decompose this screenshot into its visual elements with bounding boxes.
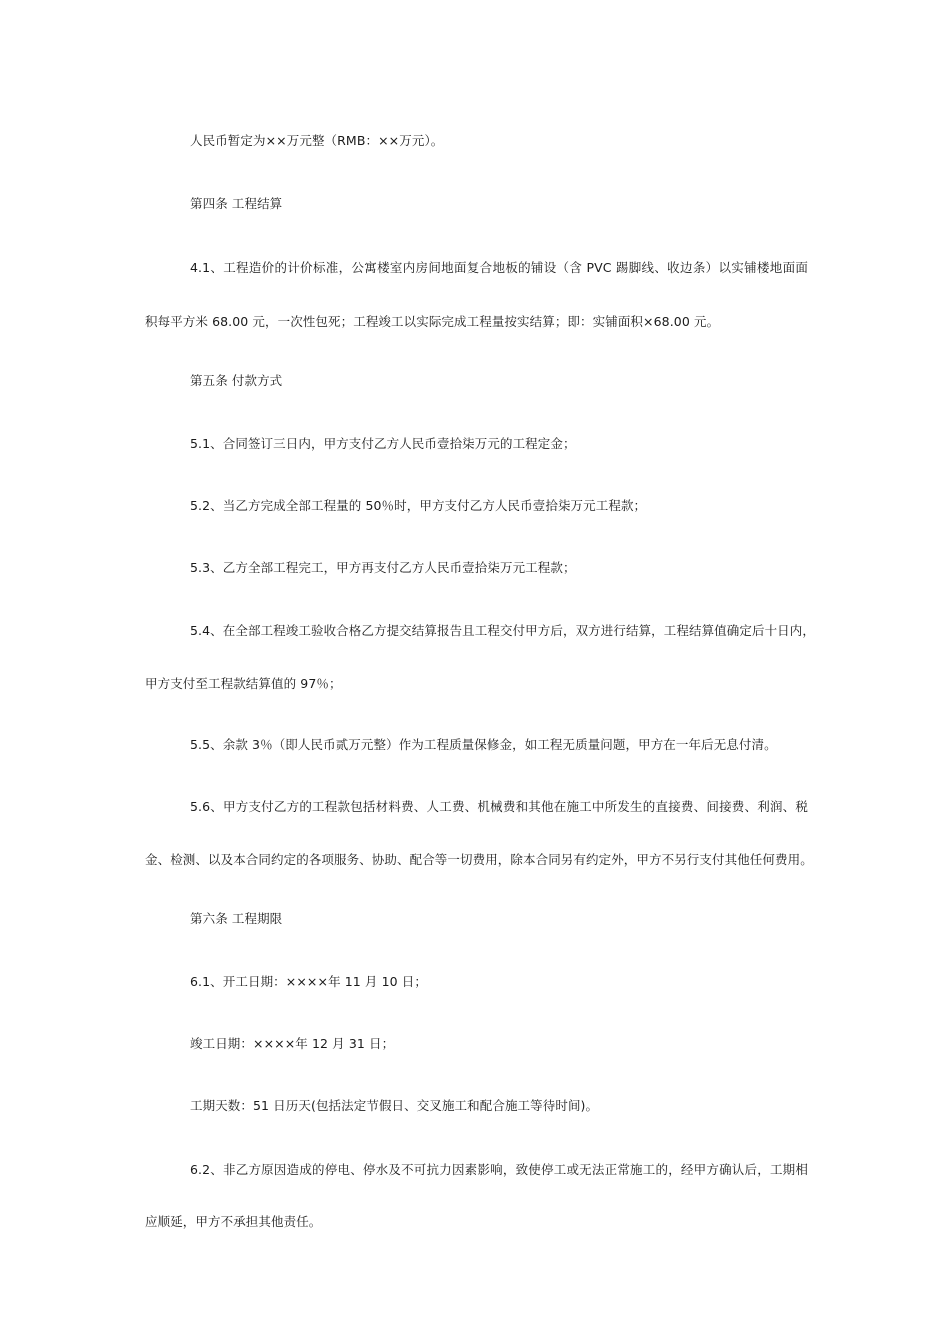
- clause-5-1: 5.1、合同签订三日内，甲方支付乙方人民币壹拾柒万元的工程定金；: [190, 436, 576, 451]
- section-heading-5: 第五条 付款方式: [190, 373, 283, 388]
- clause-6-1-duration: 工期天数：51 日历天(包括法定节假日、交叉施工和配合施工等待时间)。: [190, 1098, 599, 1113]
- section-heading-6: 第六条 工程期限: [190, 911, 283, 926]
- clause-4-1-line-2: 积每平方米 68.00 元，一次性包死；工程竣工以实际完成工程量按实结算；即：实铺面积×68.00 元。: [145, 314, 720, 329]
- clause-6-2-line-1: 6.2、非乙方原因造成的停电、停水及不可抗力因素影响，致使停工或无法正常施工的，经甲方确认后，工期相: [190, 1162, 808, 1177]
- clause-5-6-line-2: 金、检测、以及本合同约定的各项服务、协助、配合等一切费用，除本合同另有约定外，甲方不另行支付其他任何费用。: [145, 852, 813, 867]
- clause-5-2: 5.2、当乙方完成全部工程量的 50％时，甲方支付乙方人民币壹拾柒万元工程款；: [190, 498, 647, 513]
- clause-5-3: 5.3、乙方全部工程完工，甲方再支付乙方人民币壹拾柒万元工程款；: [190, 560, 576, 575]
- section-heading-4: 第四条 工程结算: [190, 196, 283, 211]
- clause-6-1-start-date: 6.1、开工日期：××××年 11 月 10 日；: [190, 974, 427, 989]
- clause-5-6-line-1: 5.6、甲方支付乙方的工程款包括材料费、人工费、机械费和其他在施工中所发生的直接费、间接费、利润、税: [190, 799, 808, 814]
- clause-4-1-line-1: 4.1、工程造价的计价标准，公寓楼室内房间地面复合地板的铺设（含 PVC 踢脚线、收边条）以实铺楼地面面: [190, 260, 808, 275]
- clause-5-5: 5.5、余款 3％（即人民币贰万元整）作为工程质量保修金，如工程无质量问题，甲方在一年后无息付清。: [190, 737, 777, 752]
- paragraph-amount: 人民币暂定为××万元整（RMB：××万元）。: [190, 133, 444, 148]
- clause-6-2-line-2: 应顺延，甲方不承担其他责任。: [145, 1214, 322, 1229]
- clause-5-4-line-1: 5.4、在全部工程竣工验收合格乙方提交结算报告且工程交付甲方后，双方进行结算，工程结算值确定后十日内，: [190, 623, 815, 638]
- clause-6-1-completion-date: 竣工日期：××××年 12 月 31 日；: [190, 1036, 395, 1051]
- clause-5-4-line-2: 甲方支付至工程款结算值的 97％；: [145, 676, 342, 691]
